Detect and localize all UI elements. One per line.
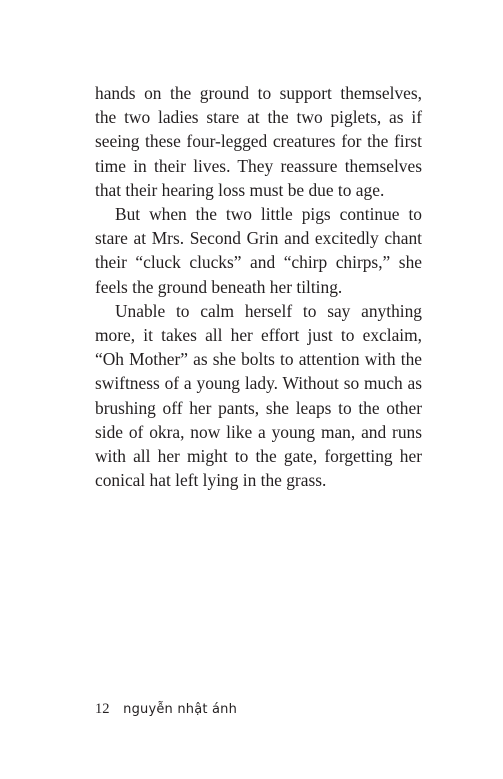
page-number: 12 [95, 701, 110, 717]
paragraph-3: Unable to calm herself to say anything more, it takes all her effort just to exclaim, “Oh Mother” as she bolts to attention with the swiftness of a young lady. Without so much as brushing off her pants, she leaps to the other side of okra, now like a young man, and runs with all her might to the gate, forgetting her conical hat left lying in the grass. [95, 300, 422, 491]
body-text [95, 81, 422, 492]
page-footer [95, 701, 237, 718]
running-footer-author: nguyễn nhật ánh [123, 702, 238, 717]
paragraph-1: hands on the ground to support themselves, the two ladies stare at the two piglets, as if seeing these four-legged creatures for the first time in their lives. They reassure themselves that their hearing loss must be due to age. [95, 83, 422, 200]
paragraph-2: But when the two little pigs continue to stare at Mrs. Second Grin and excitedly chant their “cluck clucks” and “chirp chirps,” she feels the ground beneath her tilting. [95, 204, 422, 297]
